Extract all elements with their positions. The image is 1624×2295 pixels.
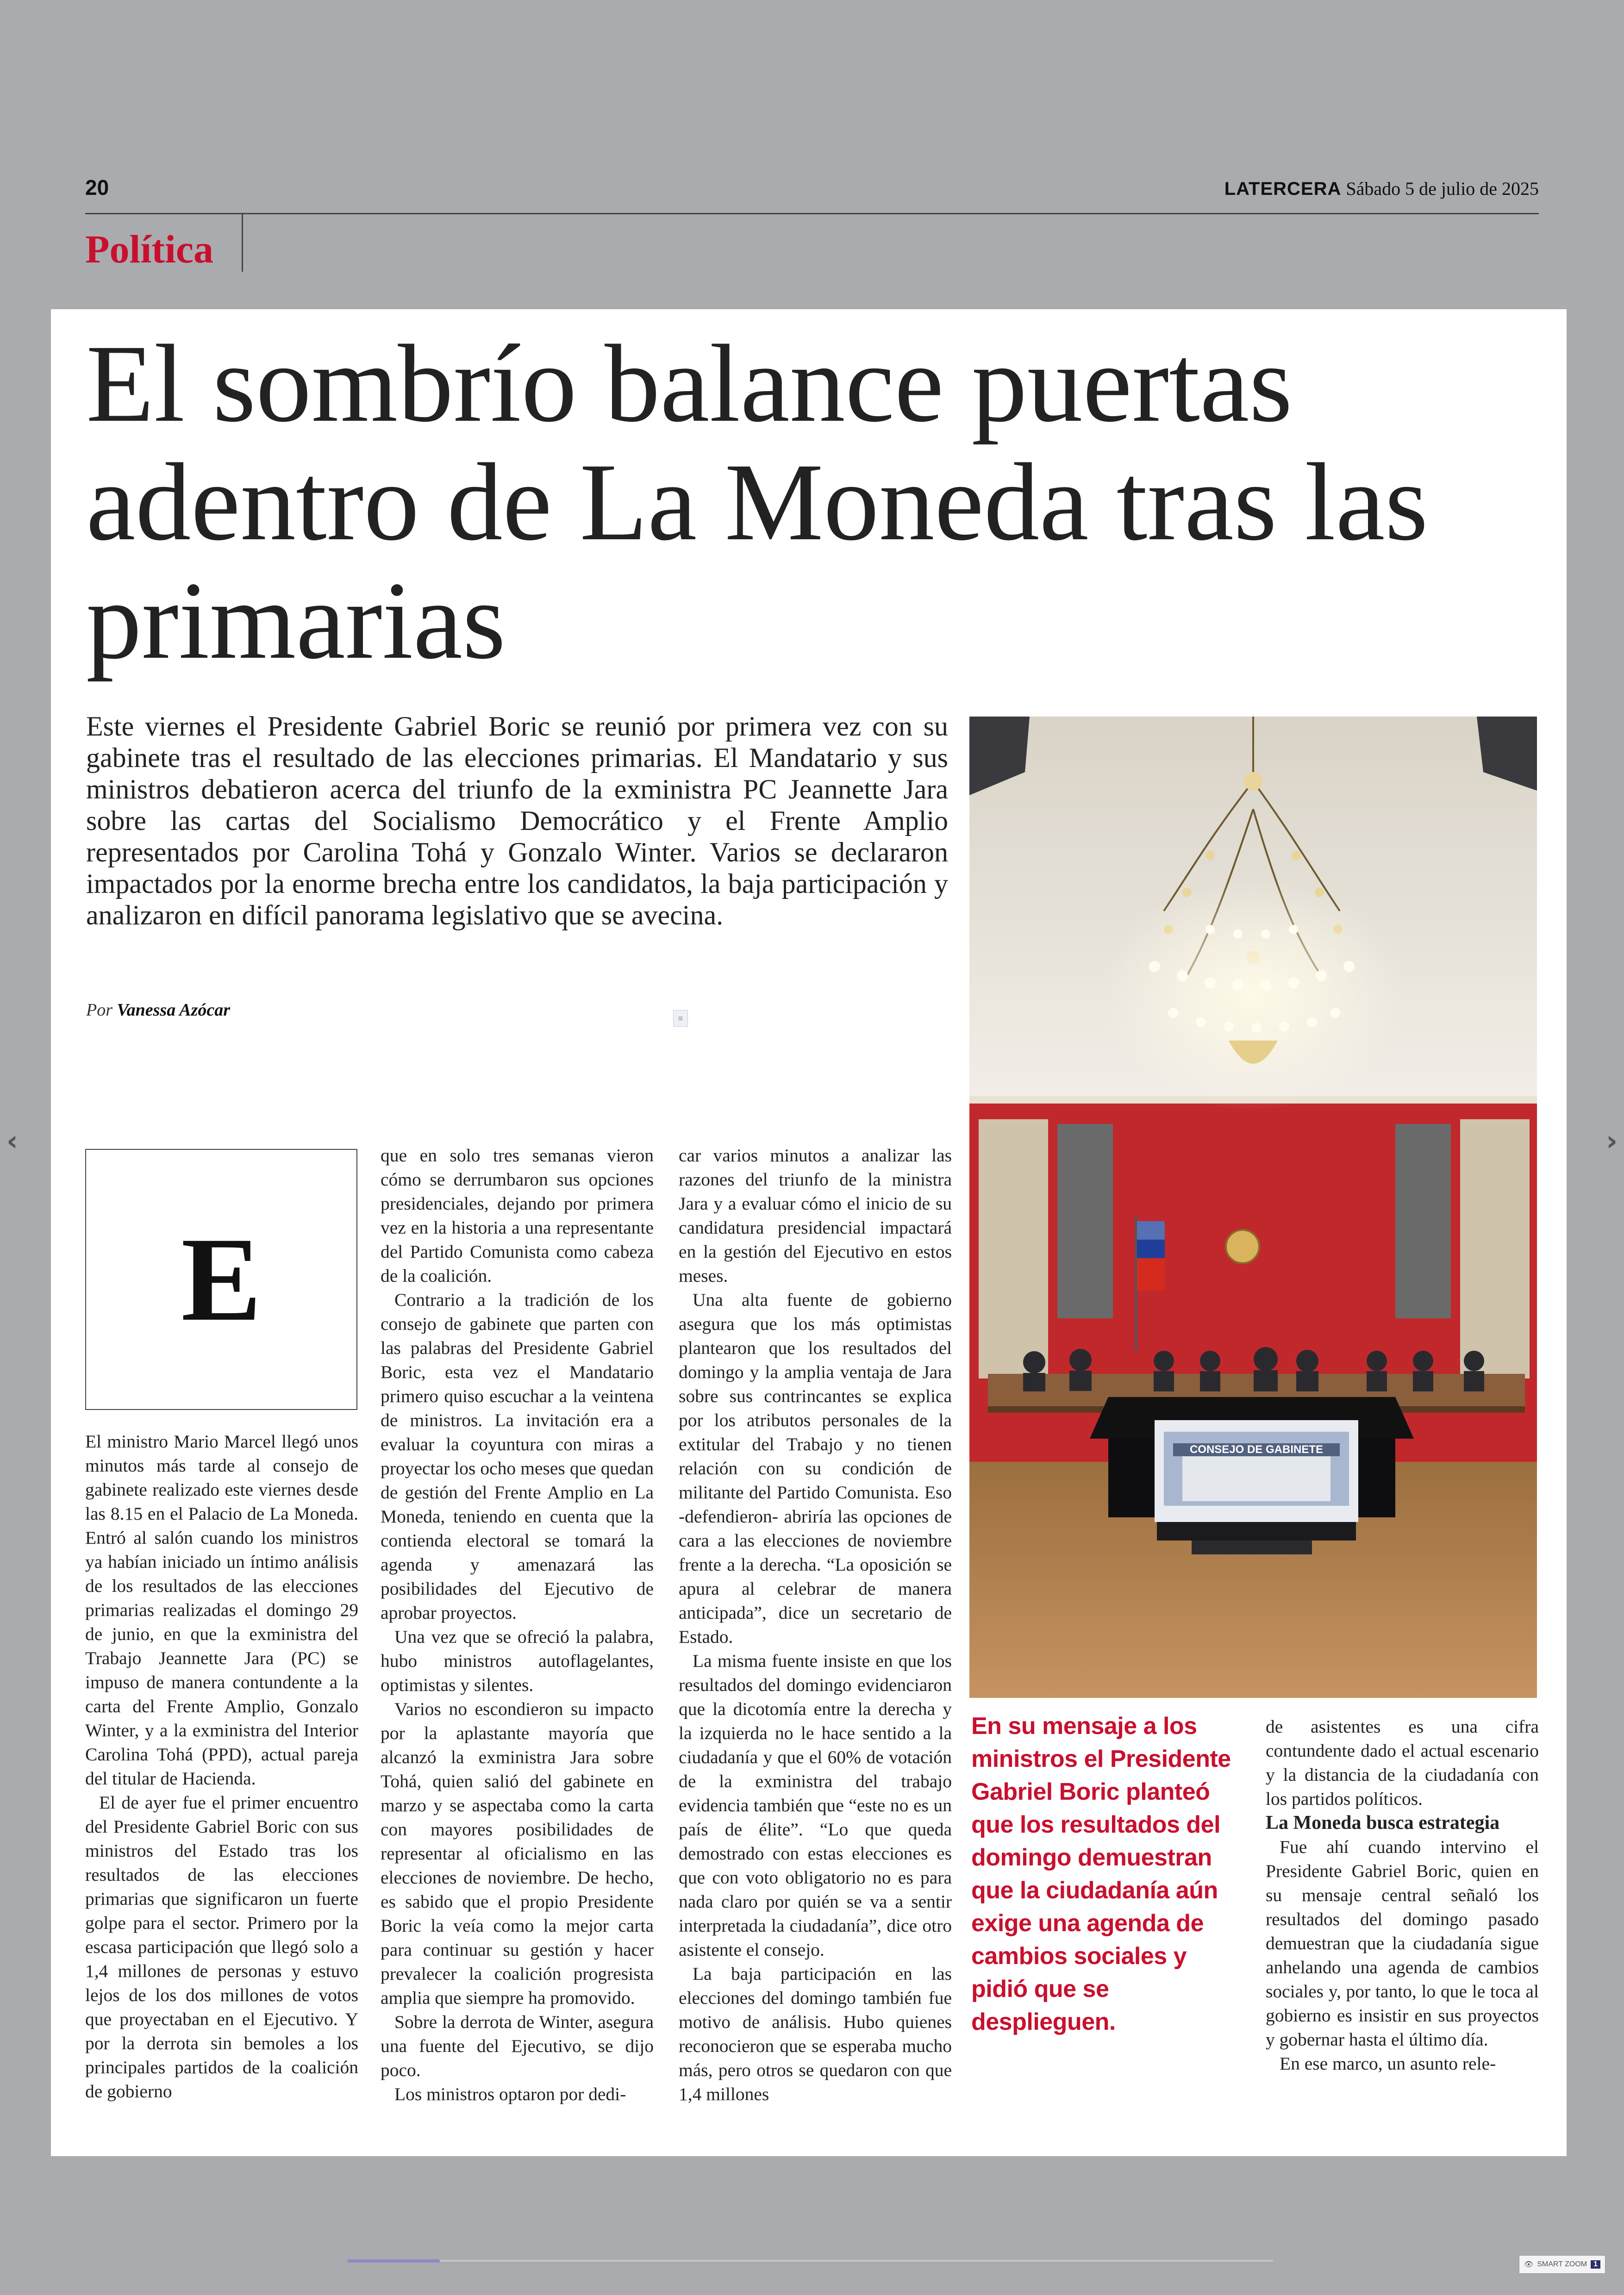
paragraph: Los ministros optaron por dedi- bbox=[394, 2084, 626, 2104]
lede: Este viernes el Presidente Gabriel Boric se reunió por primera vez con su gabinete tras el resultado de las elecciones primarias. El Mandatario y sus ministros debatieron acerca del triunfo de la exministra PC Jeannette Jara sobre las cartas del Socialismo Democrático y el Frente Amplio representados por Carolina Tohá y Gonzalo Winter. Varios se declararon impactados por la enorme brecha entre los candidatos, la baja participación y analizaron en difícil panorama legislativo que se avecina. bbox=[86, 711, 948, 930]
paragraph: car varios minutos a analizar las razones del triunfo de la ministra Jara y a evaluar cómo el inicio de su candidatura presidencial impactará en la gestión del Ejecutivo en estos meses. bbox=[679, 1145, 952, 1286]
smart-zoom-label: SMART ZOOM bbox=[1537, 2260, 1587, 2268]
smart-zoom-value: 1 bbox=[1591, 2260, 1600, 2269]
paragraph: En ese marco, un asunto rele- bbox=[1280, 2053, 1496, 2074]
chevron-left-icon[interactable]: ‹ bbox=[6, 1125, 18, 1157]
section-label: Política bbox=[85, 227, 214, 271]
byline bbox=[86, 1000, 230, 1020]
page-number: 20 bbox=[85, 175, 109, 200]
masthead bbox=[1224, 178, 1539, 200]
body-column-3 bbox=[679, 1143, 952, 2106]
paragraph: El de ayer fue el primer encuentro del Presidente Gabriel Boric con sus ministros del Estado tras los resultados de las elecciones primarias que significaron un fuerte golpe para el sector. Primero por la escasa participación que llegó solo a 1,4 millones de personas y estuvo lejos de los dos millones de votos que proyectaban en el Ejecutivo. Y por la derrota sin bemoles a los principales partidos de la coalición de gobierno bbox=[85, 1792, 358, 2102]
paragraph: Varios no escondieron su impacto por la aplastante mayoría que alcanzó la exministra Jara sobre Tohá, quien salió del gabinete en marzo y se aspectaba como la carta con mayores posibilidades de representar al oficialismo en las elecciones de noviembre. De hecho, es sabido que el propio Presidente Boric la veía como la mejor carta para continuar su gestión y hacer prevalecer la coalición progresista amplia que siempre ha promovido. bbox=[381, 1699, 654, 2008]
paragraph: La baja participación en las elecciones del domingo también fue motivo de análisis. Hubo quienes reconocieron que se esperaba mucho más, pero otros se quedaron con que 1,4 millones bbox=[679, 1964, 952, 2104]
paragraph: Una alta fuente de gobierno asegura que los más optimistas plantearon que los resultados del domingo y la amplia ventaja de Jara sobre sus contrincantes se explica por los atributos personales de la extitular del Trabajo y no tienen relación con su condición de militante del Partido Comunista. Eso -defendieron- abriría las opciones de cara a las elecciones de noviembre frente a la derecha. “La oposición se apura al celebrar de manera anticipada”, dice un secretario de Estado. bbox=[679, 1290, 952, 1647]
edition-date: Sábado 5 de julio de 2025 bbox=[1346, 178, 1539, 199]
brand-name: LATERCERA bbox=[1224, 179, 1342, 199]
paragraph: Sobre la derrota de Winter, asegura una fuente del Ejecutivo, se dijo poco. bbox=[381, 2012, 654, 2080]
chevron-right-icon[interactable]: › bbox=[1606, 1125, 1618, 1157]
body-column-2 bbox=[381, 1143, 654, 2106]
paragraph: El ministro Mario Marcel llegó unos minutos más tarde al consejo de gabinete realizado este viernes desde las 8.15 en el Palacio de La Moneda. Entró al salón cuando los ministros ya habían iniciado un íntimo análisis de los resultados de las elecciones primarias realizadas el domingo 29 de junio, en que la exministra del Trabajo Jeannette Jara (PC) se impuso de manera contundente a la carta del Frente Amplio, Gonzalo Winter, y a la exministra del Interior Carolina Tohá (PPD), actual pareja del titular de Hacienda. bbox=[85, 1431, 358, 1789]
cabinet-meeting-photo bbox=[969, 717, 1537, 1698]
headline: El sombrío balance puertas adentro de La Moneda tras las primarias bbox=[86, 322, 1428, 682]
body-column-1 bbox=[85, 1429, 358, 2103]
pull-quote: En su mensaje a los ministros el Presidente Gabriel Boric planteó que los resultados del domingo demuestran que la ciudadanía aún exige una agenda de cambios sociales y pidió que se desplieguen. bbox=[971, 1713, 1231, 2035]
byline-prefix: Por bbox=[86, 1000, 112, 1020]
paragraph: Fue ahí cuando intervino el Presidente Gabriel Boric, quien en su mensaje central señaló los resultados del domingo pasado demuestran que la ciudadanía sigue anhelando una agenda de cambios sociales y, por tanto, lo que le toca al gobierno es insistir en sus proyectos y gobernar hasta el último día. bbox=[1266, 1837, 1539, 2050]
paragraph: La misma fuente insiste en que los resultados del domingo evidenciaron que la dicotomía entre la derecha y la izquierda no le hace sentido a la ciudadanía y que el 60% de votación de la exministra del trabajo evidencia también que “este no es un país de élite”. “Lo que queda demostrado con estas elecciones es que con voto obligatorio no es para nada claro por quién se va a sentir interpretada la ciudadanía”, dice otro asistente el consejo. bbox=[679, 1651, 952, 1960]
page-progress-fill bbox=[347, 2259, 440, 2263]
paragraph: que en solo tres semanas vieron cómo se derrumbaron sus opciones presidenciales, dejando por primera vez en la historia a una representante del Partido Comunista como cabeza de la coalición. bbox=[381, 1145, 654, 1286]
smart-zoom-button[interactable] bbox=[1519, 2255, 1605, 2274]
paragraph: de asistentes es una cifra contundente dado el actual escenario y la distancia de la ciudadanía con los partidos políticos. bbox=[1266, 1716, 1539, 1809]
subheading: La Moneda busca estrategia bbox=[1266, 1812, 1500, 1834]
body-column-5 bbox=[1266, 1715, 1539, 2076]
header-rule bbox=[85, 213, 1539, 214]
document-icon[interactable]: ≡ bbox=[673, 1010, 688, 1027]
drop-cap: E bbox=[181, 1213, 262, 1346]
paragraph: Contrario a la tradición de los consejo de gabinete que parten con las palabras del Presidente Gabriel Boric, esta vez el Mandatario primero quiso escuchar a la veintena de ministros. La invitación era a evaluar la coyuntura con miras a proyectar los ocho meses que quedan de gestión del Frente Amplio en La Moneda, teniendo en cuenta que la contienda electoral se tomará la agenda y amenazará las posibilidades del Ejecutivo de aprobar proyectos. bbox=[381, 1290, 654, 1623]
eye-icon: 👁 bbox=[1524, 2261, 1534, 2269]
author-name: Vanessa Azócar bbox=[117, 1000, 231, 1020]
screen-caption: CONSEJO DE GABINETE bbox=[1189, 1443, 1324, 1456]
page-progress-track[interactable] bbox=[347, 2260, 1273, 2262]
section-divider bbox=[242, 214, 243, 272]
paragraph: Una vez que se ofreció la palabra, hubo ministros autoflagelantes, optimistas y silentes. bbox=[381, 1627, 654, 1695]
